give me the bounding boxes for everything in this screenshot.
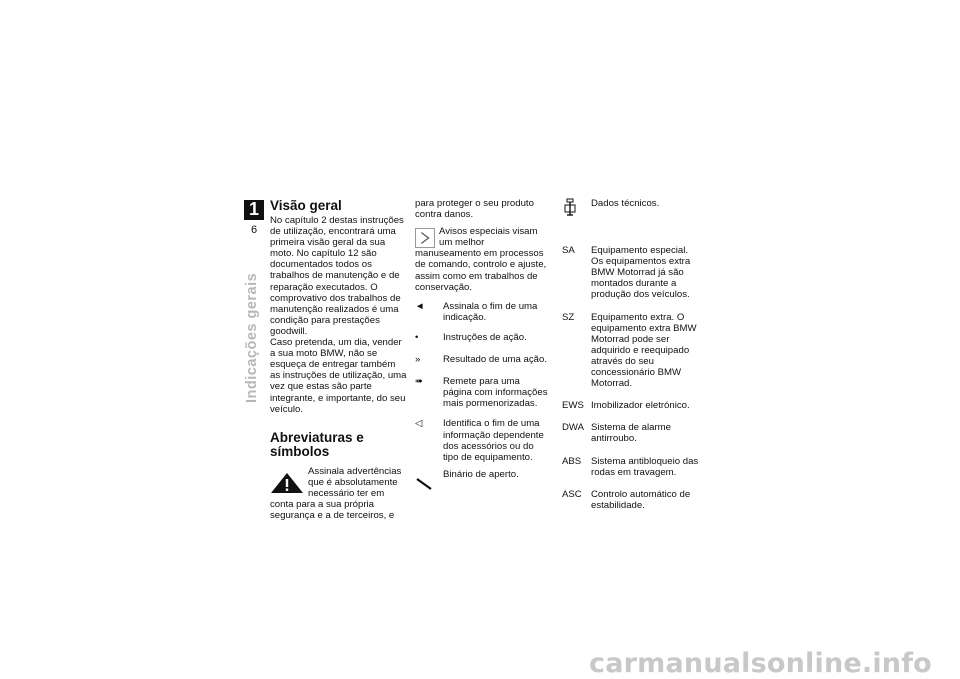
chapter-number: 1 xyxy=(248,199,259,219)
symbol-description: Identifica o fim de uma informação dependente dos acessórios ou do tipo de equipamento. xyxy=(443,418,544,463)
overview-paragraph-2: Caso pretenda, um dia, vender a sua moto BMW, não se esqueça de entregar também as instruções de utilização, uma vez que estas são parte integrante, e importante, do seu veículo. xyxy=(270,337,407,415)
abbreviation: DWA xyxy=(562,422,585,434)
abbreviation-row xyxy=(562,312,702,390)
accessory-end-icon: ◁ xyxy=(415,418,423,430)
result-icon: » xyxy=(415,354,421,366)
technical-data-row xyxy=(562,198,702,221)
abbreviation-row xyxy=(562,489,702,511)
symbol-row xyxy=(415,332,550,343)
abbreviation: SZ xyxy=(562,311,575,323)
section-heading-overview: Visão geral xyxy=(270,198,342,213)
page-reference-icon: ➠ xyxy=(415,376,424,388)
symbol-row xyxy=(415,469,550,494)
abbreviation-definition: Equipamento especial. Os equipamentos extra BMW Motorrad já são montados durante a produção dos veículos. xyxy=(591,245,691,301)
notice-block xyxy=(415,226,550,293)
symbol-description: Binário de aperto. xyxy=(443,468,519,480)
abbreviation-row xyxy=(562,422,702,444)
abbreviation-definition: Imobilizador eletrónico. xyxy=(591,400,690,412)
abbreviation-row xyxy=(562,245,702,300)
symbol-row xyxy=(415,354,550,365)
symbol-description: Instruções de ação. xyxy=(443,331,527,343)
page-number: 6 xyxy=(250,224,258,236)
warning-block xyxy=(270,466,408,521)
abbreviation-row xyxy=(562,456,702,478)
warning-triangle-icon xyxy=(270,472,304,494)
end-of-note-icon: ◄ xyxy=(415,300,425,312)
column-1 xyxy=(270,198,408,521)
symbol-row xyxy=(415,376,550,409)
abbreviation: ABS xyxy=(562,455,582,467)
column-3 xyxy=(562,198,702,511)
notice-arrow-icon xyxy=(415,228,435,248)
bullet-icon: • xyxy=(415,331,419,343)
abbreviation: SA xyxy=(562,245,575,257)
warning-text: Assinala advertências que é absolutamente necessário ter em conta para a sua própria segurança e a de terceiros, e xyxy=(270,465,402,522)
abbreviation-definition: Sistema de alarme antirroubo. xyxy=(591,422,671,445)
abbreviation-definition: Controlo automático de estabilidade. xyxy=(591,488,691,511)
column-2 xyxy=(415,198,550,494)
overview-paragraph-1: No capítulo 2 destas instruções de utilização, encontrará uma primeira visão geral da sua moto. No capítulo 12 são documentados todos os trabalhos de manutenção e de reparação executados. O comprovativo dos trabalhos de manutenção realizados é uma condição para prestações goodwill. xyxy=(270,215,404,337)
abbreviation: EWS xyxy=(562,400,584,412)
watermark-brand: carmanualsonline.info xyxy=(589,648,932,679)
symbol-list xyxy=(415,301,550,494)
symbol-description: Resultado de uma ação. xyxy=(443,354,547,366)
symbol-description: Remete para uma página com informações mais pormenorizadas. xyxy=(443,376,548,410)
abbreviation-definition: Equipamento extra. O equipamento extra BMW Motorrad pode ser adquirido e reequipado através do seu concessionário BMW Motorrad. xyxy=(591,311,697,390)
technical-data-icon xyxy=(562,198,591,221)
side-chapter-title: Indicações gerais xyxy=(244,272,260,403)
symbol-row xyxy=(415,301,550,323)
symbol-description: Assinala o fim de uma indicação. xyxy=(443,300,538,323)
abbreviation-definition: Sistema antibloqueio das rodas em travagem. xyxy=(591,455,699,478)
abbreviation: ASC xyxy=(562,488,582,500)
symbol-row xyxy=(415,418,550,462)
abbreviation-row xyxy=(562,400,702,411)
technical-data-text: Dados técnicos. xyxy=(591,198,660,209)
torque-wrench-icon xyxy=(415,469,443,494)
notice-text: Avisos especiais visam um melhor manuseamento em processos de comando, controlo e ajuste, assim como em trabalhos de conservação. xyxy=(415,226,547,293)
warning-text-continued: para proteger o seu produto contra danos. xyxy=(415,198,534,221)
section-heading-abbreviations: Abreviaturas e símbolos xyxy=(270,429,364,460)
